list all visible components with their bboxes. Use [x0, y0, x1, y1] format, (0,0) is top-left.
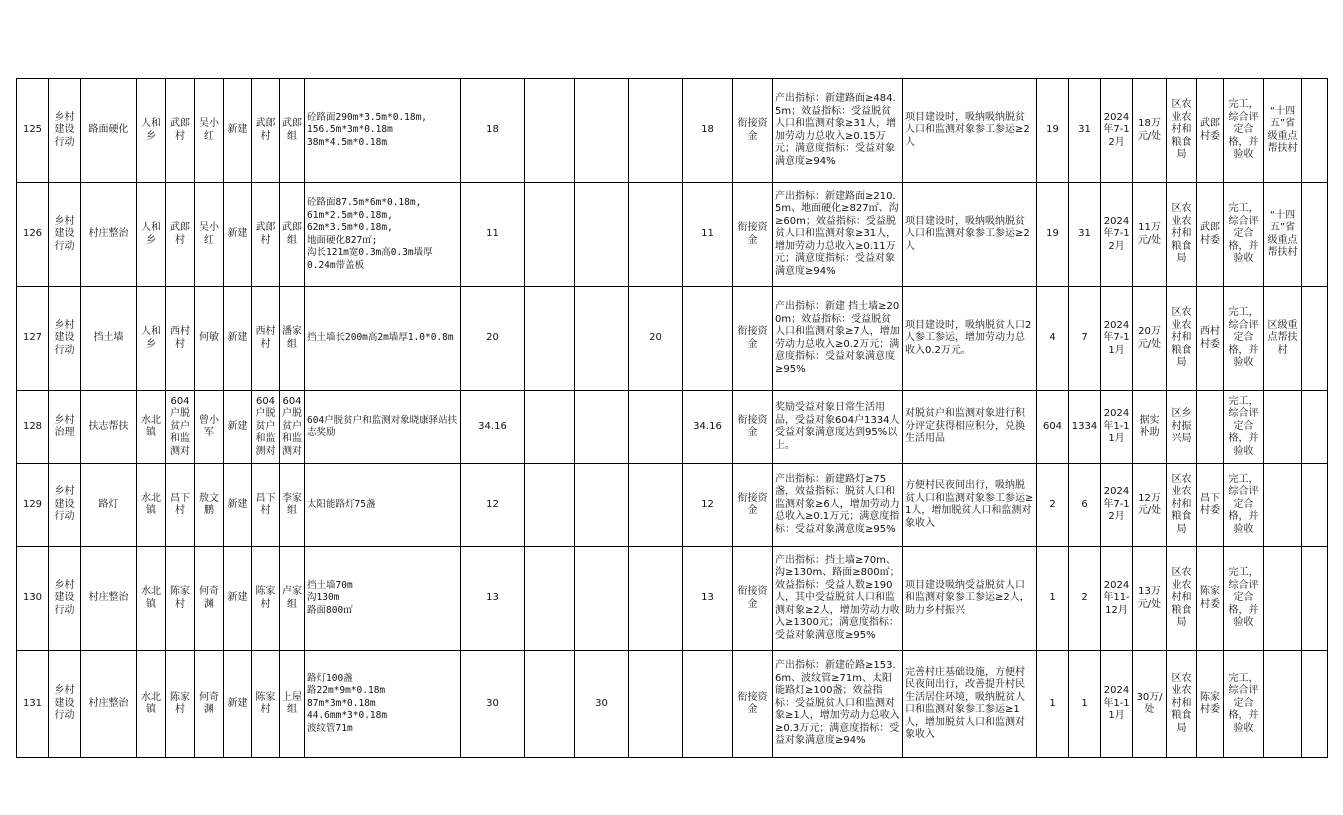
- fund-provincial: [575, 464, 629, 547]
- implementing-unit: 昌下村委: [1197, 464, 1224, 547]
- performance-targets: 产出指标：新建路面≥210.5m、地面硬化≥827㎡、沟≥60m；效益指标：受益脱贫人口和监测对象≥31人，增加劳动力总收入≥0.11万元；满意度指标：受益对象满意度≥94%: [773, 183, 903, 287]
- acceptance-status: 完工，综合评定合格，并验收: [1224, 183, 1264, 287]
- acceptance-status: 完工，综合评定合格，并验收: [1224, 391, 1264, 464]
- fund-provincial: [575, 391, 629, 464]
- project-type: 乡村建设行动: [49, 547, 81, 651]
- project-type: 乡村建设行动: [49, 183, 81, 287]
- fund-district: 18: [683, 79, 733, 183]
- acceptance-status: 完工，综合评定合格，并验收: [1224, 464, 1264, 547]
- responsible-person: 吴小红: [195, 79, 224, 183]
- beneficiary-households: 1: [1037, 547, 1069, 651]
- benefit-mechanism: 项目建设时，吸纳脱贫人口2人参工参运，增加劳动力总收入0.2万元。: [903, 287, 1037, 391]
- table-row: [17, 183, 1328, 287]
- town: 水北镇: [137, 651, 166, 758]
- town: 人和乡: [137, 79, 166, 183]
- subsidy-standard: 20万元/处: [1133, 287, 1167, 391]
- fund-district: [683, 287, 733, 391]
- construction-content: 路灯100盏 路22m*9m*0.18m 87m*3m*0.18m 44.6mm*3*0.18m 波纹管71m: [305, 651, 461, 758]
- fund-provincial: [575, 79, 629, 183]
- village: 陈家村: [166, 651, 195, 758]
- fund-source: 衔接资金: [733, 79, 773, 183]
- row-number: 129: [17, 464, 49, 547]
- subsidy-standard: 13万元/处: [1133, 547, 1167, 651]
- table-row: [17, 547, 1328, 651]
- competent-department: 区农业农村和粮食局: [1167, 287, 1197, 391]
- benefit-mechanism: 项目建设吸纳受益脱贫人口和监测对象参工参运≥2人，助力乡村振兴: [903, 547, 1037, 651]
- fund-city: [629, 464, 683, 547]
- fund-district: 13: [683, 547, 733, 651]
- town: 人和乡: [137, 183, 166, 287]
- remark: [1264, 391, 1302, 464]
- performance-targets: 产出指标：挡土墙≥70m、沟≥130m、路面≥800㎡；效益指标：受益人数≥190人，其中受益脱贫人口和监测对象≥2人，增加劳动力收入≥1300元；满意度指标：受益对象满意度≥95%: [773, 547, 903, 651]
- town: 人和乡: [137, 287, 166, 391]
- fund-total: 20: [461, 287, 525, 391]
- project-name: 路灯: [81, 464, 137, 547]
- project-type: 乡村建设行动: [49, 651, 81, 758]
- row-number: 130: [17, 547, 49, 651]
- beneficiary-households: 19: [1037, 183, 1069, 287]
- competent-department: 区农业农村和粮食局: [1167, 183, 1197, 287]
- construction-content: 挡土墙长200m高2m墙厚1.0*0.8m: [305, 287, 461, 391]
- construction-nature: 新建: [224, 183, 252, 287]
- subsidy-standard: 11万元/处: [1133, 183, 1167, 287]
- subsidy-standard: 12万元/处: [1133, 464, 1167, 547]
- project-name: 村庄整治: [81, 651, 137, 758]
- fund-total: 30: [461, 651, 525, 758]
- fund-provincial: 30: [575, 651, 629, 758]
- row-number: 126: [17, 183, 49, 287]
- location-village: 西村村: [252, 287, 280, 391]
- implementing-unit: 陈家村委: [1197, 651, 1224, 758]
- remark: “十四五”省级重点帮扶村: [1264, 79, 1302, 183]
- project-type: 乡村建设行动: [49, 464, 81, 547]
- construction-period: 2024年7-12月: [1101, 464, 1133, 547]
- beneficiary-people: 1: [1069, 651, 1101, 758]
- location-village: 陈家村: [252, 547, 280, 651]
- construction-period: 2024年7-12月: [1101, 183, 1133, 287]
- location-group: 武郎组: [280, 79, 305, 183]
- location-village: 陈家村: [252, 651, 280, 758]
- performance-targets: 产出指标：新建砼路≥153.6m、波纹管≥71m、太阳能路灯≥100盏；效益指标：受益脱贫人口和监测对象≥1人，增加劳动力总收入≥0.3万元；满意度指标：受益对象满意度≥94%: [773, 651, 903, 758]
- blank-cell: [1302, 651, 1328, 758]
- performance-targets: 产出指标：新建 挡土墙≥200m；效益指标：受益脱贫人口和监测对象≥7人，增加劳动力总收入≥0.2万元；满意度指标：受益对象满意度≥95%: [773, 287, 903, 391]
- table-row: [17, 79, 1328, 183]
- project-name: 扶志帮扶: [81, 391, 137, 464]
- blank-cell: [1302, 183, 1328, 287]
- construction-period: 2024年1-11月: [1101, 391, 1133, 464]
- remark: [1264, 464, 1302, 547]
- fund-total: 11: [461, 183, 525, 287]
- fund-source: 衔接资金: [733, 287, 773, 391]
- village: 604户脱贫户和监测对: [166, 391, 195, 464]
- blank-cell: [1302, 79, 1328, 183]
- acceptance-status: 完工，综合评定合格，并验收: [1224, 547, 1264, 651]
- subsidy-standard: 18万元/处: [1133, 79, 1167, 183]
- construction-nature: 新建: [224, 287, 252, 391]
- beneficiary-households: 2: [1037, 464, 1069, 547]
- beneficiary-people: 2: [1069, 547, 1101, 651]
- location-village: 昌下村: [252, 464, 280, 547]
- acceptance-status: 完工，综合评定合格，并验收: [1224, 79, 1264, 183]
- beneficiary-people: 7: [1069, 287, 1101, 391]
- construction-period: 2024年11-12月: [1101, 547, 1133, 651]
- construction-period: 2024年7-11月: [1101, 287, 1133, 391]
- project-name: 路面硬化: [81, 79, 137, 183]
- fund-total: 34.16: [461, 391, 525, 464]
- town: 水北镇: [137, 391, 166, 464]
- construction-period: 2024年7-12月: [1101, 79, 1133, 183]
- fund-central: [525, 79, 575, 183]
- fund-central: [525, 391, 575, 464]
- project-type: 乡村建设行动: [49, 79, 81, 183]
- responsible-person: 曾小军: [195, 391, 224, 464]
- implementing-unit: 陈家村委: [1197, 547, 1224, 651]
- fund-source: 衔接资金: [733, 183, 773, 287]
- beneficiary-people: 1334: [1069, 391, 1101, 464]
- fund-source: 衔接资金: [733, 547, 773, 651]
- construction-nature: 新建: [224, 79, 252, 183]
- implementing-unit: 西村村委: [1197, 287, 1224, 391]
- construction-nature: 新建: [224, 547, 252, 651]
- construction-content: 砼路面87.5m*6m*0.18m, 61m*2.5m*0.18m, 62m*3.5m*0.18m, 地面硬化827㎡; 沟长121m宽0.3m高0.3m墙厚 0.24m带盖板: [305, 183, 461, 287]
- responsible-person: 何奇渊: [195, 547, 224, 651]
- row-number: 127: [17, 287, 49, 391]
- beneficiary-households: 19: [1037, 79, 1069, 183]
- construction-nature: 新建: [224, 464, 252, 547]
- project-name: 挡土墙: [81, 287, 137, 391]
- beneficiary-people: 31: [1069, 183, 1101, 287]
- benefit-mechanism: 对脱贫户和监测对象进行积分评定获得相应积分，兑换生活用品: [903, 391, 1037, 464]
- competent-department: 区乡村振兴局: [1167, 391, 1197, 464]
- project-type: 乡村治理: [49, 391, 81, 464]
- benefit-mechanism: 项目建设时，吸纳吸纳脱贫人口和监测对象参工参运≥2人: [903, 79, 1037, 183]
- fund-source: 衔接资金: [733, 464, 773, 547]
- project-name: 村庄整治: [81, 547, 137, 651]
- beneficiary-people: 6: [1069, 464, 1101, 547]
- fund-city: [629, 651, 683, 758]
- blank-cell: [1302, 547, 1328, 651]
- responsible-person: 何敏: [195, 287, 224, 391]
- row-number: 125: [17, 79, 49, 183]
- subsidy-standard: 据实补助: [1133, 391, 1167, 464]
- benefit-mechanism: 项目建设时，吸纳吸纳脱贫人口和监测对象参工参运≥2人: [903, 183, 1037, 287]
- fund-district: 12: [683, 464, 733, 547]
- fund-central: [525, 464, 575, 547]
- town: 水北镇: [137, 464, 166, 547]
- construction-content: 604户脱贫户和监测对象晓康驿站扶志奖励: [305, 391, 461, 464]
- fund-provincial: [575, 183, 629, 287]
- fund-source: 衔接资金: [733, 651, 773, 758]
- performance-targets: 产出指标：新建路面≥484.5m；效益指标：受益脱贫人口和监测对象≥31人，增加劳动力总收入≥0.15万元；满意度指标：受益对象满意度≥94%: [773, 79, 903, 183]
- location-village: 604户脱贫户和监测对: [252, 391, 280, 464]
- location-group: 李家组: [280, 464, 305, 547]
- table-row: [17, 391, 1328, 464]
- construction-content: 太阳能路灯75盏: [305, 464, 461, 547]
- location-group: 604户脱贫户和监测对: [280, 391, 305, 464]
- village: 西村村: [166, 287, 195, 391]
- implementing-unit: 武郎村委: [1197, 183, 1224, 287]
- location-group: 武郎组: [280, 183, 305, 287]
- table-row: [17, 287, 1328, 391]
- fund-district: 34.16: [683, 391, 733, 464]
- village: 武郎村: [166, 79, 195, 183]
- remark: [1264, 651, 1302, 758]
- village: 昌下村: [166, 464, 195, 547]
- fund-city: [629, 391, 683, 464]
- responsible-person: 敖文鹏: [195, 464, 224, 547]
- fund-central: [525, 547, 575, 651]
- fund-central: [525, 651, 575, 758]
- fund-central: [525, 287, 575, 391]
- remark: “十四五”省级重点帮扶村: [1264, 183, 1302, 287]
- remark: [1264, 547, 1302, 651]
- construction-nature: 新建: [224, 651, 252, 758]
- fund-city: 20: [629, 287, 683, 391]
- construction-period: 2024年1-11月: [1101, 651, 1133, 758]
- fund-provincial: [575, 547, 629, 651]
- beneficiary-people: 31: [1069, 79, 1101, 183]
- blank-cell: [1302, 287, 1328, 391]
- performance-targets: 奖励受益对象日常生活用品，受益对象604户1334人受益对象满意度达到95%以上。: [773, 391, 903, 464]
- implementing-unit: [1197, 391, 1224, 464]
- fund-district: 11: [683, 183, 733, 287]
- construction-content: 挡土墙70m 沟130m 路面800㎡: [305, 547, 461, 651]
- village: 陈家村: [166, 547, 195, 651]
- project-type: 乡村建设行动: [49, 287, 81, 391]
- fund-total: 13: [461, 547, 525, 651]
- performance-targets: 产出指标：新建路灯≥75盏，效益指标：脱贫人口和监测对象≥6人，增加劳动力总收入≥0.1万元；满意度指标：受益对象满意度≥95%: [773, 464, 903, 547]
- benefit-mechanism: 完善村庄基础设施，方便村民夜间出行，改善提升村民生活居住环境，吸纳脱贫人口和监测对象参工参运≥1人，增加脱贫人口和监测对象收入: [903, 651, 1037, 758]
- competent-department: 区农业农村和粮食局: [1167, 79, 1197, 183]
- location-village: 武郎村: [252, 79, 280, 183]
- acceptance-status: 完工，综合评定合格，并验收: [1224, 651, 1264, 758]
- beneficiary-households: 1: [1037, 651, 1069, 758]
- construction-content: 砼路面290m*3.5m*0.18m, 156.5m*3m*0.18m 38m*4.5m*0.18m: [305, 79, 461, 183]
- location-village: 武郎村: [252, 183, 280, 287]
- table-row: [17, 651, 1328, 758]
- implementing-unit: 武郎村委: [1197, 79, 1224, 183]
- fund-city: [629, 183, 683, 287]
- row-number: 128: [17, 391, 49, 464]
- location-group: 潘家组: [280, 287, 305, 391]
- fund-total: 18: [461, 79, 525, 183]
- construction-nature: 新建: [224, 391, 252, 464]
- remark: 区级重点帮扶村: [1264, 287, 1302, 391]
- fund-district: [683, 651, 733, 758]
- project-name: 村庄整治: [81, 183, 137, 287]
- acceptance-status: 完工，综合评定合格，并验收: [1224, 287, 1264, 391]
- competent-department: 区农业农村和粮食局: [1167, 464, 1197, 547]
- blank-cell: [1302, 391, 1328, 464]
- fund-total: 12: [461, 464, 525, 547]
- fund-central: [525, 183, 575, 287]
- fund-city: [629, 547, 683, 651]
- blank-cell: [1302, 464, 1328, 547]
- row-number: 131: [17, 651, 49, 758]
- location-group: 上屋组: [280, 651, 305, 758]
- village: 武郎村: [166, 183, 195, 287]
- responsible-person: 何奇渊: [195, 651, 224, 758]
- beneficiary-households: 604: [1037, 391, 1069, 464]
- town: 水北镇: [137, 547, 166, 651]
- project-table: [16, 78, 1328, 758]
- competent-department: 区农业农村和粮食局: [1167, 547, 1197, 651]
- table-row: [17, 464, 1328, 547]
- location-group: 卢家组: [280, 547, 305, 651]
- fund-city: [629, 79, 683, 183]
- beneficiary-households: 4: [1037, 287, 1069, 391]
- subsidy-standard: 30万/处: [1133, 651, 1167, 758]
- responsible-person: 吴小红: [195, 183, 224, 287]
- fund-provincial: [575, 287, 629, 391]
- fund-source: 衔接资金: [733, 391, 773, 464]
- benefit-mechanism: 方便村民夜间出行，吸纳脱贫人口和监测对象参工参运≥1人，增加脱贫人口和监测对象收入: [903, 464, 1037, 547]
- competent-department: 区农业农村和粮食局: [1167, 651, 1197, 758]
